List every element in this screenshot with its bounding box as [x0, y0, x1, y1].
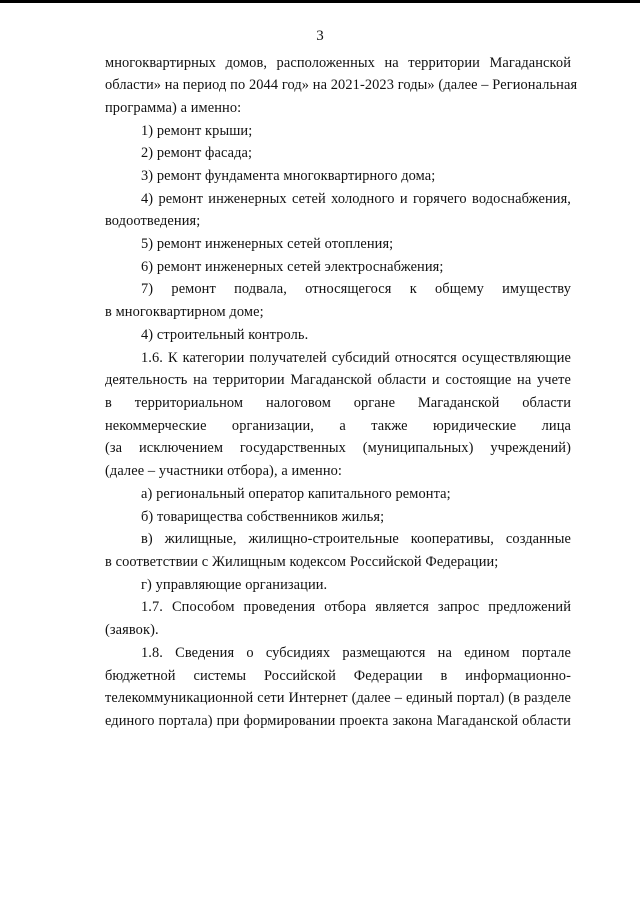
text-line: (далее – участники отбора), а именно: — [105, 463, 343, 479]
text-line: (за исключением государственных (муниципальных) учреждений) — [105, 440, 571, 456]
list-item: 4) ремонт инженерных сетей холодного и горячего водоснабжения, — [141, 191, 571, 207]
text-line: (заявок). — [105, 622, 159, 638]
list-item: 3) ремонт фундамента многоквартирного дома; — [141, 168, 436, 184]
text-line: в многоквартирном доме; — [105, 304, 264, 320]
list-item: г) управляющие организации. — [141, 577, 328, 593]
text-line: единого портала) при формировании проекта закона Магаданской области — [105, 713, 571, 729]
paragraph-start: 1.7. Способом проведения отбора является запрос предложений — [141, 599, 571, 615]
paragraph-start: 1.6. К категории получателей субсидий относятся осуществляющие — [141, 350, 571, 366]
text-line: области» на период по 2044 год» на 2021-2023 годы» (далее – Региональная — [105, 77, 578, 93]
list-item: 7) ремонт подвала, относящегося к общему имуществу — [141, 281, 571, 297]
text-line: многоквартирных домов, расположенных на территории Магаданской — [105, 55, 571, 71]
list-item: в) жилищные, жилищно-строительные кооперативы, созданные — [141, 531, 571, 547]
list-item: 6) ремонт инженерных сетей электроснабжения; — [141, 259, 444, 275]
text-line: деятельность на территории Магаданской области и состоящие на учете — [105, 372, 571, 388]
list-item: б) товарищества собственников жилья; — [141, 509, 385, 525]
list-item: 1) ремонт крыши; — [141, 123, 253, 139]
list-item: а) региональный оператор капитального ремонта; — [141, 486, 451, 502]
text-line: в территориальном налоговом органе Магаданской области — [105, 395, 571, 411]
list-item: 2) ремонт фасада; — [141, 145, 253, 161]
paragraph-start: 1.8. Сведения о субсидиях размещаются на едином портале — [141, 645, 571, 661]
text-line: в соответствии с Жилищным кодексом Российской Федерации; — [105, 554, 499, 570]
text-line: программа) а именно: — [105, 100, 242, 116]
text-line: некоммерческие организации, а также юридические лица — [105, 418, 571, 434]
top-border-line — [0, 0, 640, 3]
text-line: водоотведения; — [105, 213, 201, 229]
text-line: телекоммуникационной сети Интернет (далее – единый портал) (в разделе — [105, 690, 571, 706]
list-item: 4) строительный контроль. — [141, 327, 309, 343]
list-item: 5) ремонт инженерных сетей отопления; — [141, 236, 394, 252]
page-number: 3 — [316, 28, 324, 44]
text-line: бюджетной системы Российской Федерации в информационно- — [105, 668, 571, 684]
